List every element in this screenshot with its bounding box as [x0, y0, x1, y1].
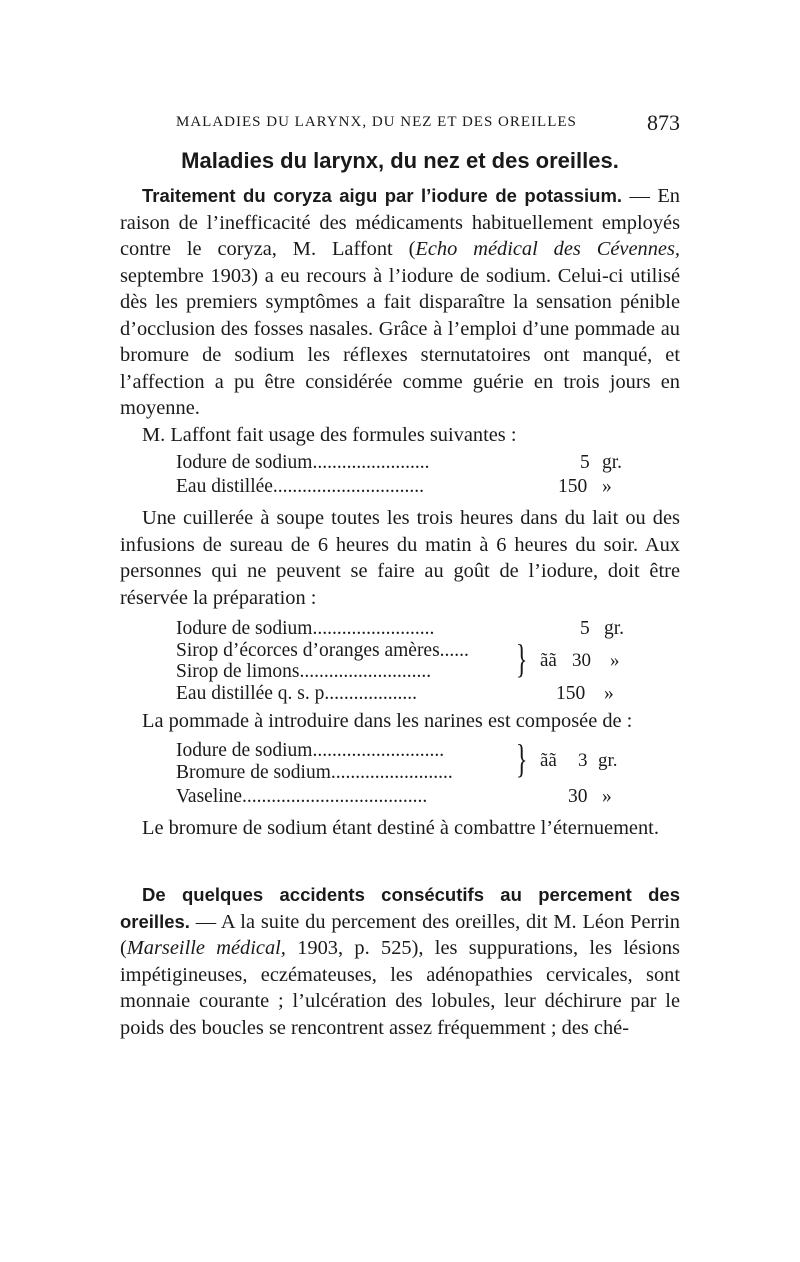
article1-paragraph-3: Une cuillerée à soupe toutes les trois heures dans du lait ou des infusions de sureau de 6 heures du matin à 6 heures du soir. Aux personnes qui ne peuvent se faire au goût de l’iodure, doit être réservée la préparation :	[120, 507, 680, 609]
running-title: MALADIES DU LARYNX, DU NEZ ET DES OREILLES	[176, 114, 577, 130]
ingredient-name: Bromure de sodium.........................	[176, 762, 453, 783]
ingredient-qty: 150	[556, 683, 586, 704]
article1-paragraph-1	[120, 183, 680, 422]
ingredient-name: Iodure de sodium.........................	[176, 618, 435, 639]
page-number: 873	[647, 110, 680, 135]
ingredient-unit: »	[602, 476, 612, 497]
article2-paragraph-1	[120, 882, 680, 1041]
ingredient-qty: 5	[580, 618, 590, 639]
group-unit: gr.	[598, 750, 618, 771]
group-unit: »	[610, 650, 620, 671]
article1-p1-text-a: — En raison de l’inefficacité des médicaments habituellement employés contre le coryza, M. Laffont (	[120, 185, 680, 260]
ingredient-unit: »	[602, 786, 612, 807]
ingredient-qty: 30	[568, 786, 588, 807]
group-aa: ãã	[540, 750, 557, 771]
brace: }	[515, 736, 528, 781]
ingredient-name: Iodure de sodium........................	[176, 452, 430, 473]
ingredient-qty: 150	[558, 476, 588, 497]
ingredient-name: Sirop d’écorces d’oranges amères......	[176, 640, 469, 661]
article1-paragraph-2: M. Laffont fait usage des formules suivantes :	[142, 424, 517, 446]
ingredient-unit: gr.	[604, 618, 625, 639]
ingredient-name: Vaseline......................................	[176, 786, 428, 807]
ingredient-name: Iodure de sodium...........................	[176, 740, 445, 761]
article1-journal: Echo médical des Cévennes,	[415, 238, 680, 260]
running-head	[176, 110, 680, 138]
formula-1	[176, 452, 636, 500]
article1-paragraph-5: Le bromure de sodium étant destiné à combattre l’éternuement.	[142, 817, 659, 839]
ingredient-name: Sirop de limons...........................	[176, 661, 432, 682]
brace: }	[515, 636, 528, 681]
article2-journal: Marseille médical,	[126, 937, 286, 959]
ingredient-qty: 5	[580, 452, 590, 473]
article2-heading: De quelques accidents consécutifs au percement des oreilles.	[120, 884, 680, 932]
article1-p1-text-b: septembre 1903) a eu recours à l’iodure de sodium. Celui-ci utilisé dès les premiers symptômes a fait disparaître la sensation pénible d’occlusion des fosses nasales. Grâce à l’emploi d’une pommade au bromure de sodium les réflexes sternutatoires ont manqué, et l’affection a pu être considérée comme guérie en trois jours en moyenne.	[120, 264, 680, 419]
group-qty: 30	[572, 650, 591, 671]
group-qty: 3	[578, 750, 588, 771]
ingredient-unit: »	[604, 683, 614, 704]
ingredient-name: Eau distillée q. s. p...................	[176, 683, 418, 704]
formula-3	[176, 736, 636, 810]
article1-paragraph-4: La pommade à introduire dans les narines est composée de :	[142, 710, 633, 732]
article1-heading: Traitement du coryza aigu par l’iodure de potassium.	[142, 185, 623, 206]
ingredient-unit: gr.	[602, 452, 623, 473]
article2-p1-text-a: — A la suite du percement des oreilles, dit M. Léon Perrin (	[120, 910, 680, 959]
ingredient-name: Eau distillée...............................	[176, 476, 425, 497]
section-title: Maladies du larynx, du nez et des oreilles.	[181, 148, 619, 173]
formula-2	[176, 618, 636, 714]
article2-p1-text-b: 1903, p. 525), les suppurations, les lésions impétigineuses, eczémateuses, les adénopathies cervicales, sont monnaie courante ; l’ulcération des lobules, leur déchirure par le poids des boucles se rencontrent assez fréquemment ; des ché-	[120, 937, 680, 1039]
group-aa: ãã	[540, 650, 557, 671]
